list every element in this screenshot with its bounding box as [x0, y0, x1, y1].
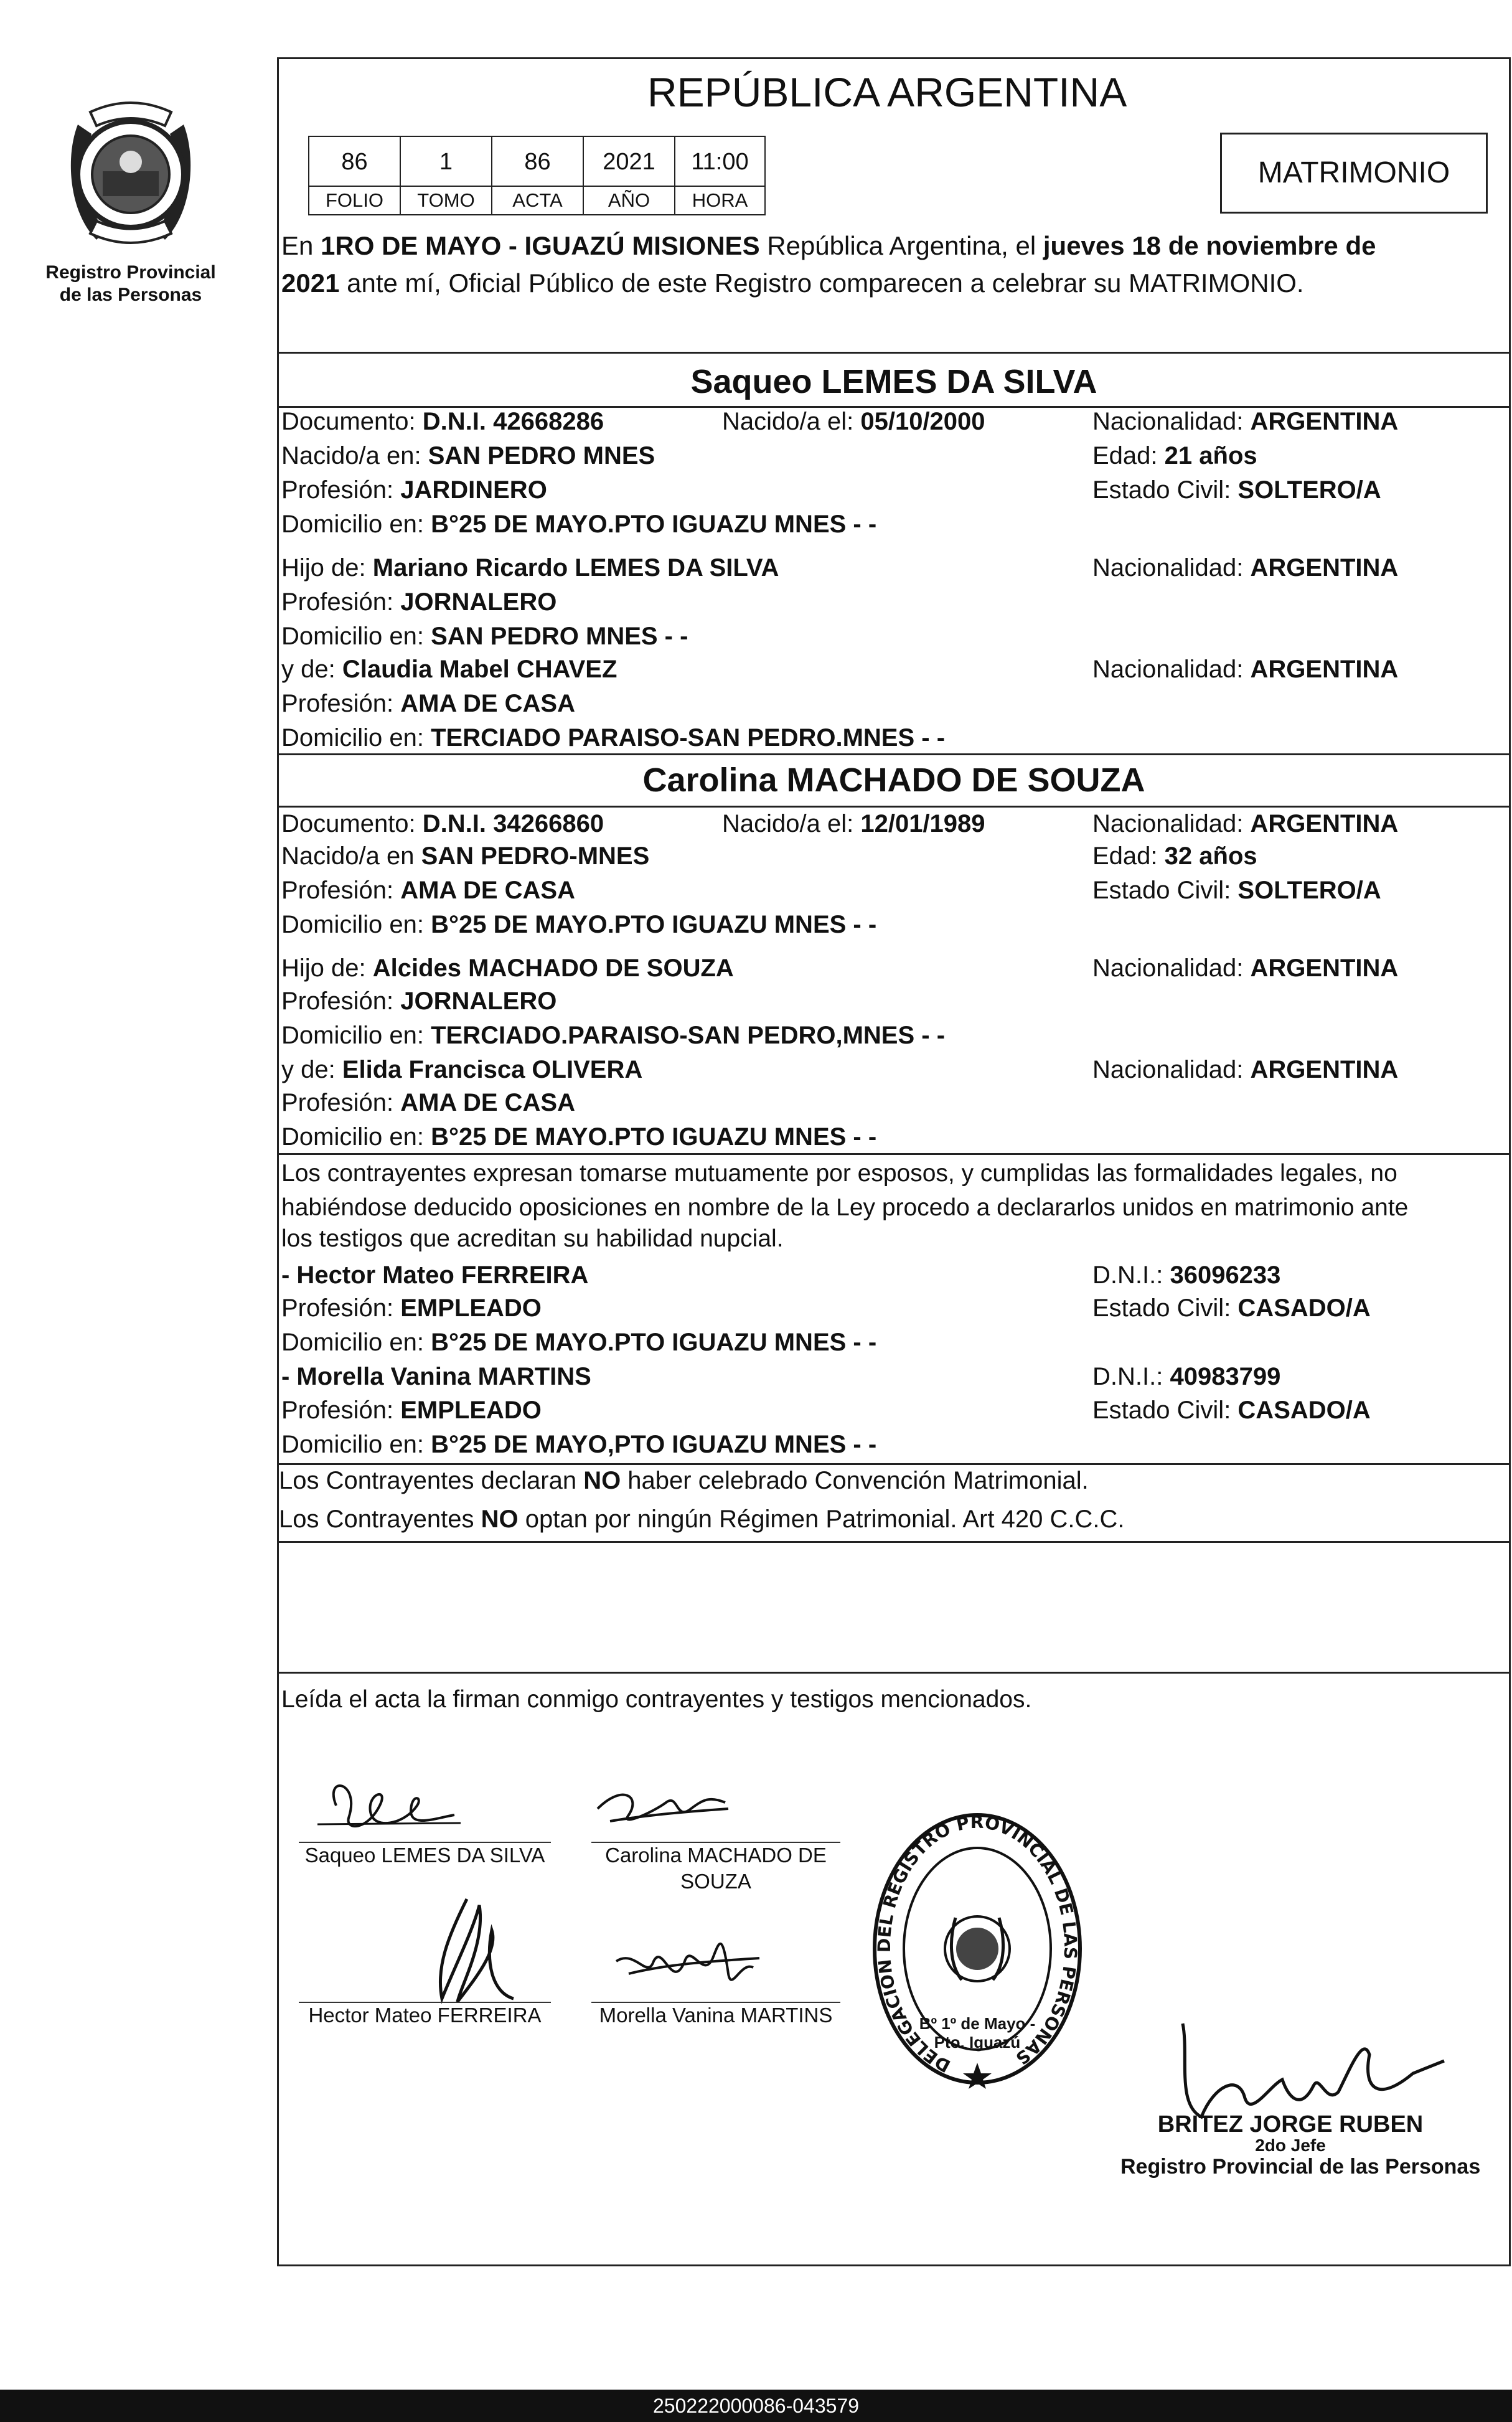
- closing-statement: Leída el acta la firman conmigo contrayentes y testigos mencionados.: [281, 1686, 1032, 1713]
- spouse1-birthplace: Nacido/a en: SAN PEDRO MNES: [281, 442, 655, 469]
- regime-line1: Los Contrayentes declaran NO haber celebrado Convención Matrimonial.: [279, 1467, 1089, 1494]
- signature-label-spouse2-line1: Carolina MACHADO DE: [605, 1844, 827, 1867]
- spouse2-birthdate: Nacido/a el: 12/01/1989: [722, 810, 985, 837]
- spouse2-age: Edad: 32 años: [1092, 842, 1257, 870]
- hour-value: 11:00: [675, 137, 764, 187]
- signature-label-witness2: Morella Vanina MARTINS: [599, 2004, 833, 2027]
- intro-line2: 2021 ante mí, Oficial Público de este Registro comparecen a celebrar su MATRIMONIO.: [281, 268, 1304, 298]
- witness2-dni: D.N.I.: 40983799: [1092, 1363, 1281, 1390]
- witness1-signature-icon: [398, 1893, 535, 2011]
- spouse1-father: Hijo de: Mariano Ricardo LEMES DA SILVA: [281, 554, 779, 582]
- spouse2-profession: Profesión: AMA DE CASA: [281, 877, 575, 904]
- spouse1-birthdate: Nacido/a el: 05/10/2000: [722, 408, 985, 435]
- spouse1-domicile: Domicilio en: B°25 DE MAYO.PTO IGUAZU MNES - -: [281, 511, 877, 538]
- acta-value: 86: [492, 137, 584, 187]
- spouse1-age: Edad: 21 años: [1092, 442, 1257, 469]
- spouse2-document: Documento: D.N.I. 34266860: [281, 810, 604, 837]
- footer-barcode-number: 250222000086-043579: [653, 2395, 859, 2417]
- spouse2-father-domicile: Domicilio en: TERCIADO.PARAISO-SAN PEDRO,MNES - -: [281, 1022, 946, 1049]
- year-label: AÑO: [584, 187, 675, 214]
- spouse2-mother-profession: Profesión: AMA DE CASA: [281, 1089, 575, 1116]
- registry-seal: [59, 87, 202, 255]
- witness2-name: - Morella Vanina MARTINS: [281, 1363, 591, 1390]
- registry-stamp: [868, 1809, 1086, 2089]
- tomo-value: 1: [401, 137, 492, 187]
- spouse2-mother: y de: Elida Francisca OLIVERA: [281, 1056, 643, 1083]
- spouse1-signature-icon: [311, 1768, 473, 1849]
- spouse2-father-profession: Profesión: JORNALERO: [281, 987, 557, 1015]
- spouse1-profession: Profesión: JARDINERO: [281, 476, 547, 504]
- record-type-box: [1220, 133, 1488, 214]
- witness1-name: - Hector Mateo FERREIRA: [281, 1261, 589, 1289]
- signature-label-witness1: Hector Mateo FERREIRA: [308, 2004, 542, 2027]
- signature-label-spouse1: Saqueo LEMES DA SILVA: [304, 1844, 545, 1867]
- acta-label: ACTA: [492, 187, 584, 214]
- tomo-label: TOMO: [401, 187, 492, 214]
- record-type: MATRIMONIO: [1257, 156, 1450, 189]
- year-value: 2021: [584, 137, 675, 187]
- official-role: 2do Jefe: [1255, 2136, 1326, 2155]
- spouse2-name: Carolina MACHADO DE SOUZA: [642, 761, 1145, 799]
- spouse1-mother-nationality: Nacionalidad: ARGENTINA: [1092, 656, 1399, 683]
- spouse2-father: Hijo de: Alcides MACHADO DE SOUZA: [281, 954, 734, 982]
- spouse1-civil-status: Estado Civil: SOLTERO/A: [1092, 476, 1381, 504]
- stamp-inner-text: Bº 1º de Mayo - Pto. Iguazú: [919, 2014, 1036, 2052]
- spouse1-nationality: Nacionalidad: ARGENTINA: [1092, 408, 1399, 435]
- witness2-signature-icon: [610, 1924, 772, 2005]
- spouse2-civil-status: Estado Civil: SOLTERO/A: [1092, 877, 1381, 904]
- spouse2-signature-icon: [585, 1778, 747, 1846]
- spouse1-mother-domicile: Domicilio en: TERCIADO PARAISO-SAN PEDRO.MNES - -: [281, 724, 946, 752]
- spouse1-mother: y de: Claudia Mabel CHAVEZ: [281, 656, 617, 683]
- witness1-profession: Profesión: EMPLEADO: [281, 1294, 542, 1322]
- folio-label: FOLIO: [309, 187, 401, 214]
- spouse2-birthplace: Nacido/a en SAN PEDRO-MNES: [281, 842, 650, 870]
- spouse2-domicile: Domicilio en: B°25 DE MAYO.PTO IGUAZU MNES - -: [281, 911, 877, 938]
- record-number-box: [308, 136, 766, 215]
- spouse1-name: Saqueo LEMES DA SILVA: [690, 363, 1097, 400]
- spouse1-mother-profession: Profesión: AMA DE CASA: [281, 690, 575, 717]
- declaration-line2: habiéndose deducido oposiciones en nombre de la Ley procedo a declararlos unidos en matrimonio ante: [281, 1194, 1409, 1221]
- spouse1-document: Documento: D.N.I. 42668286: [281, 408, 604, 435]
- spouse2-mother-nationality: Nacionalidad: ARGENTINA: [1092, 1056, 1399, 1083]
- declaration-line3: los testigos que acreditan su habilidad nupcial.: [281, 1225, 784, 1252]
- intro-line1: En 1RO DE MAYO - IGUAZÚ MISIONES República Argentina, el jueves 18 de noviembre de: [281, 231, 1376, 260]
- spouse1-father-profession: Profesión: JORNALERO: [281, 588, 557, 616]
- spouse2-mother-domicile: Domicilio en: B°25 DE MAYO.PTO IGUAZU MNES - -: [281, 1123, 877, 1151]
- country-title: REPÚBLICA ARGENTINA: [647, 69, 1127, 115]
- witness1-domicile: Domicilio en: B°25 DE MAYO.PTO IGUAZU MNES - -: [281, 1329, 877, 1356]
- witness2-domicile: Domicilio en: B°25 DE MAYO,PTO IGUAZU MNES - -: [281, 1431, 877, 1458]
- signature-label-spouse2-line2: SOUZA: [680, 1870, 751, 1893]
- registry-label-line1: Registro Provincial: [45, 262, 216, 283]
- official-name: BRITEZ JORGE RUBEN: [1157, 2111, 1424, 2137]
- witness1-dni: D.N.I.: 36096233: [1092, 1261, 1281, 1289]
- spouse2-nationality: Nacionalidad: ARGENTINA: [1092, 810, 1399, 837]
- spouse1-father-nationality: Nacionalidad: ARGENTINA: [1092, 554, 1399, 582]
- spouse2-father-nationality: Nacionalidad: ARGENTINA: [1092, 954, 1399, 982]
- stamp-ring-text: DELEGACION DEL REGISTRO PROVINCIAL DE LAS PERSONAS: [873, 1811, 1081, 2077]
- spouse1-father-domicile: Domicilio en: SAN PEDRO MNES - -: [281, 623, 688, 650]
- declaration-line1: Los contrayentes expresan tomarse mutuamente por esposos, y cumplidas las formalidades legales, no: [281, 1160, 1397, 1187]
- witness2-civil-status: Estado Civil: CASADO/A: [1092, 1397, 1371, 1424]
- witness2-profession: Profesión: EMPLEADO: [281, 1397, 542, 1424]
- provincial-seal-icon: [59, 87, 202, 255]
- hour-label: HORA: [692, 189, 748, 211]
- folio-value: 86: [309, 137, 401, 187]
- regime-line2: Los Contrayentes NO optan por ningún Régimen Patrimonial. Art 420 C.C.C.: [279, 1506, 1125, 1533]
- witness1-civil-status: Estado Civil: CASADO/A: [1092, 1294, 1371, 1322]
- registry-label-line2: de las Personas: [59, 285, 202, 305]
- official-office: Registro Provincial de las Personas: [1120, 2155, 1481, 2179]
